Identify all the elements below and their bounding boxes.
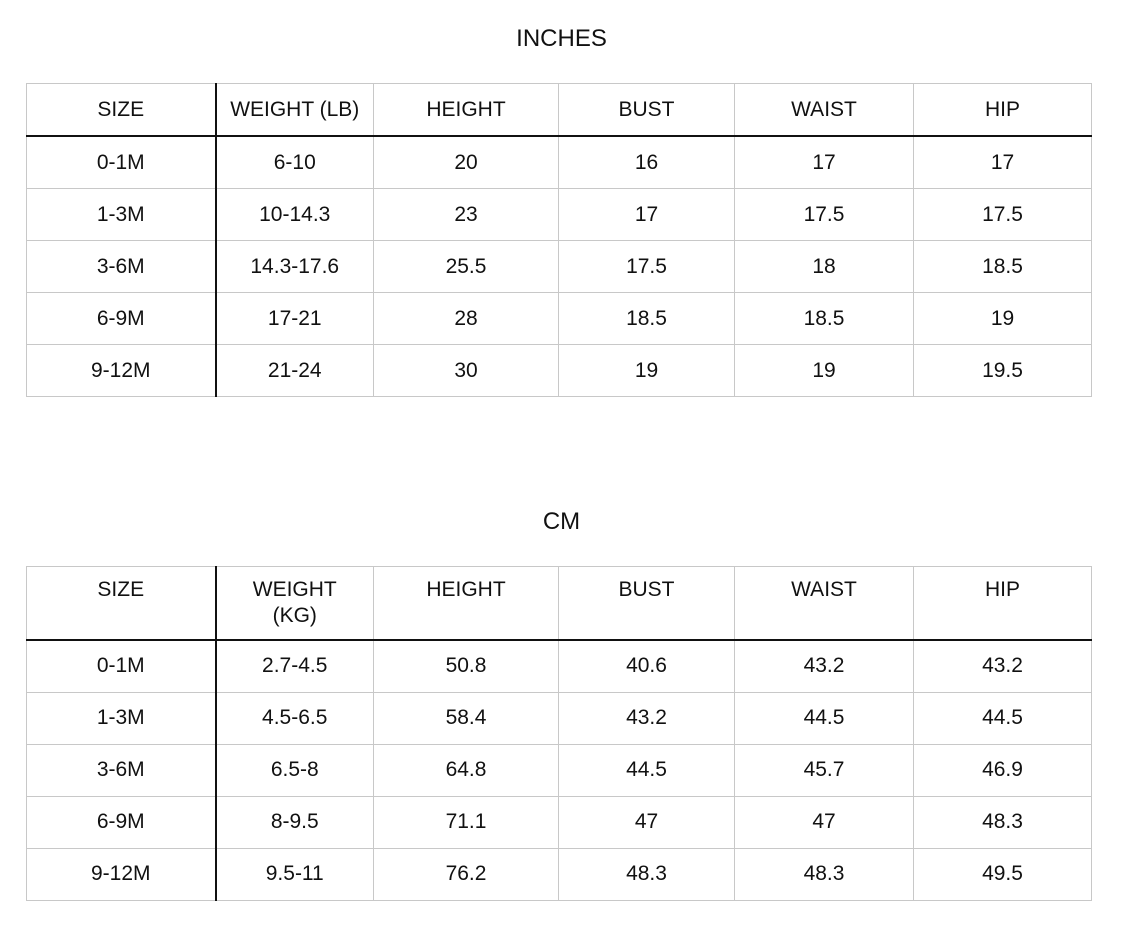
cell-waist: 17.5	[735, 189, 914, 241]
cell-bust: 43.2	[559, 692, 735, 744]
cell-height: 71.1	[374, 796, 559, 848]
inches-section-title: INCHES	[516, 25, 607, 52]
column-header-height: HEIGHT	[374, 567, 559, 640]
column-header-bust: BUST	[559, 567, 735, 640]
cell-bust: 17.5	[559, 241, 735, 293]
cell-waist: 19	[735, 345, 914, 397]
cell-hip: 44.5	[914, 692, 1092, 744]
cell-weight: 6-10	[216, 136, 374, 189]
column-header-hip: HIP	[914, 567, 1092, 640]
column-header-waist: WAIST	[735, 84, 914, 137]
cell-height: 20	[374, 136, 559, 189]
column-header-bust: BUST	[559, 84, 735, 137]
cell-weight: 6.5-8	[216, 744, 374, 796]
cell-hip: 19.5	[914, 345, 1092, 397]
cell-waist: 43.2	[735, 640, 914, 693]
inches-size-table	[26, 83, 1092, 397]
cell-height: 58.4	[374, 692, 559, 744]
table-row	[27, 744, 1092, 796]
column-header-size: SIZE	[27, 567, 216, 640]
cell-size: 6-9M	[27, 293, 216, 345]
column-header-height: HEIGHT	[374, 84, 559, 137]
cell-weight: 4.5-6.5	[216, 692, 374, 744]
cell-waist: 45.7	[735, 744, 914, 796]
cell-size: 1-3M	[27, 692, 216, 744]
table-row	[27, 848, 1092, 900]
cell-waist: 44.5	[735, 692, 914, 744]
cell-waist: 18.5	[735, 293, 914, 345]
cell-bust: 19	[559, 345, 735, 397]
cell-weight: 10-14.3	[216, 189, 374, 241]
cell-height: 64.8	[374, 744, 559, 796]
cell-size: 3-6M	[27, 744, 216, 796]
table-row	[27, 345, 1092, 397]
cell-weight: 14.3-17.6	[216, 241, 374, 293]
cell-bust: 40.6	[559, 640, 735, 693]
table-row	[27, 692, 1092, 744]
cell-bust: 48.3	[559, 848, 735, 900]
cm-section-title: CM	[542, 508, 581, 535]
cm-size-table	[26, 566, 1092, 901]
table-row	[27, 189, 1092, 241]
cell-height: 76.2	[374, 848, 559, 900]
column-header-size: SIZE	[27, 84, 216, 137]
cell-hip: 43.2	[914, 640, 1092, 693]
cell-bust: 16	[559, 136, 735, 189]
table-row	[27, 640, 1092, 693]
table-row	[27, 796, 1092, 848]
cell-waist: 18	[735, 241, 914, 293]
table-header-row	[27, 84, 1092, 137]
cell-hip: 46.9	[914, 744, 1092, 796]
cell-size: 6-9M	[27, 796, 216, 848]
cell-size: 1-3M	[27, 189, 216, 241]
cell-size: 0-1M	[27, 640, 216, 693]
cell-bust: 44.5	[559, 744, 735, 796]
cell-waist: 47	[735, 796, 914, 848]
cell-height: 50.8	[374, 640, 559, 693]
cell-weight: 2.7-4.5	[216, 640, 374, 693]
cell-hip: 17.5	[914, 189, 1092, 241]
cell-hip: 17	[914, 136, 1092, 189]
cell-size: 0-1M	[27, 136, 216, 189]
table-header-row	[27, 567, 1092, 640]
cell-height: 30	[374, 345, 559, 397]
cell-weight: 17-21	[216, 293, 374, 345]
column-header-weight-label: WEIGHT (KG)	[252, 578, 337, 627]
cell-bust: 47	[559, 796, 735, 848]
cell-weight: 9.5-11	[216, 848, 374, 900]
column-header-waist: WAIST	[735, 567, 914, 640]
cell-hip: 49.5	[914, 848, 1092, 900]
cell-bust: 17	[559, 189, 735, 241]
cell-size: 9-12M	[27, 345, 216, 397]
cell-bust: 18.5	[559, 293, 735, 345]
cell-height: 25.5	[374, 241, 559, 293]
cell-waist: 17	[735, 136, 914, 189]
column-header-hip: HIP	[914, 84, 1092, 137]
cell-hip: 18.5	[914, 241, 1092, 293]
cell-hip: 48.3	[914, 796, 1092, 848]
cell-weight: 8-9.5	[216, 796, 374, 848]
table-row	[27, 241, 1092, 293]
column-header-weight	[216, 567, 374, 640]
cell-height: 23	[374, 189, 559, 241]
cell-size: 3-6M	[27, 241, 216, 293]
cell-waist: 48.3	[735, 848, 914, 900]
table-row	[27, 293, 1092, 345]
cell-weight: 21-24	[216, 345, 374, 397]
cell-hip: 19	[914, 293, 1092, 345]
column-header-weight: WEIGHT (LB)	[216, 84, 374, 137]
cell-size: 9-12M	[27, 848, 216, 900]
cell-height: 28	[374, 293, 559, 345]
table-row	[27, 136, 1092, 189]
